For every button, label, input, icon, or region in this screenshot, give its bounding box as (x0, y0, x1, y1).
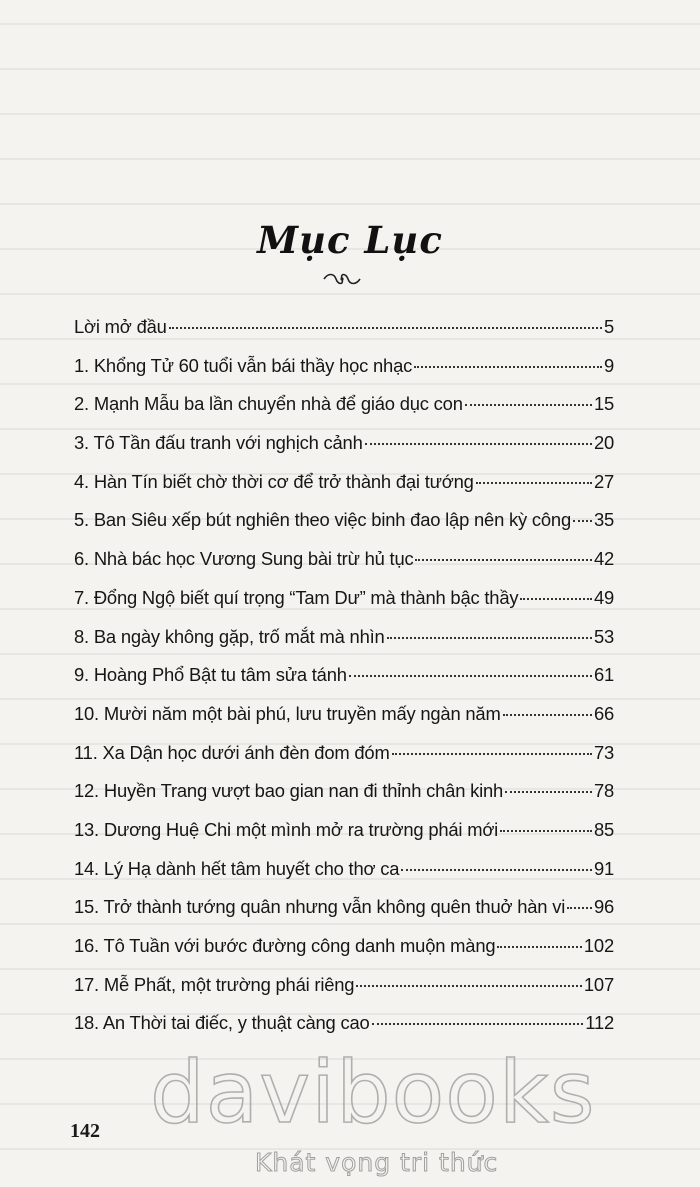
toc-entry-title: 3. Tô Tần đấu tranh với nghịch cảnh (74, 432, 363, 454)
dot-leader (573, 520, 592, 522)
toc-entry-title: 16. Tô Tuần với bước đường công danh muộn màng (74, 935, 496, 956)
toc-entry-page: 35 (593, 509, 614, 531)
dot-leader (567, 907, 592, 909)
toc-entry-title: 11. Xa Dận học dưới ánh đèn đom đóm (74, 741, 390, 763)
toc-entry-title: 12. Huyền Trang vượt bao gian nan đi thỉnh chân kinh (74, 780, 504, 802)
page-number: 142 (70, 1120, 100, 1142)
toc-entry-page: 20 (593, 432, 614, 454)
dot-leader (392, 753, 592, 755)
toc-entry (74, 858, 614, 897)
toc-entry-title: 6. Nhà bác học Vương Sung bài trừ hủ tục (74, 548, 414, 570)
toc-entry-title: 5. Ban Siêu xếp bút nghiên theo việc binh đao lập nên kỳ công (74, 509, 571, 531)
toc-entry-page: 5 (603, 316, 614, 337)
dot-leader (387, 637, 592, 639)
toc-entry (74, 780, 614, 819)
toc-entry (74, 935, 614, 974)
dot-leader (505, 791, 592, 793)
toc-entry (74, 703, 614, 742)
toc-entry-title: 13. Dương Huệ Chi một mình mở ra trường phái mới (74, 818, 499, 840)
toc-entry-title: 17. Mễ Phất, một trường phái riêng (74, 973, 355, 995)
toc-entry-page: 85 (593, 818, 614, 840)
watermark-slogan: Khát vọng tri thức (255, 1148, 499, 1177)
toc-entry-title: 14. Lý Hạ dành hết tâm huyết cho thơ ca (74, 857, 400, 879)
toc-entry-page: 27 (593, 470, 614, 492)
toc-entry-page: 15 (593, 393, 614, 415)
toc-entry-page: 78 (593, 780, 614, 802)
toc-entry-title: 2. Mạnh Mẫu ba lần chuyển nhà để giáo dục con (74, 393, 463, 415)
toc-entry (74, 819, 614, 858)
watermark-logo: davibooks (150, 1043, 596, 1143)
dot-leader (356, 985, 582, 987)
dot-leader (349, 675, 592, 677)
dot-leader (365, 443, 592, 445)
toc-entry-title: 4. Hàn Tín biết chờ thời cơ để trở thành đại tướng (74, 470, 474, 492)
toc-entry-page: 96 (593, 896, 614, 918)
dot-leader (372, 1023, 584, 1025)
toc-entry (74, 432, 614, 471)
toc-entry (74, 509, 614, 548)
toc-entry-page: 9 (603, 354, 614, 376)
page-title: Mục Lục (257, 218, 443, 262)
toc-entry-page: 112 (585, 1012, 614, 1034)
toc-entry (74, 974, 614, 1013)
toc-entry (74, 664, 614, 703)
toc-entry-page: 42 (593, 548, 614, 570)
dot-leader (415, 559, 591, 561)
toc-entry (74, 471, 614, 510)
toc-entry (74, 316, 614, 355)
toc-entry (74, 626, 614, 665)
toc-entry (74, 587, 614, 626)
dot-leader (503, 714, 592, 716)
toc-entry-page: 73 (593, 741, 614, 763)
ornament-divider-icon (322, 272, 362, 286)
toc-entry-page: 61 (593, 664, 614, 686)
dot-leader (414, 366, 602, 368)
toc-entry-page: 53 (593, 625, 614, 647)
toc-entry-title: 18. An Thời tai điếc, y thuật càng cao (74, 1012, 370, 1034)
toc-entry-title: Lời mở đầu (74, 316, 167, 337)
toc-entry-page: 102 (583, 935, 614, 956)
dot-leader (520, 598, 592, 600)
toc-entry (74, 896, 614, 935)
toc-entry (74, 393, 614, 432)
toc-entry-title: 8. Ba ngày không gặp, trố mắt mà nhìn (74, 625, 385, 647)
table-of-contents (74, 316, 614, 1051)
toc-entry (74, 742, 614, 781)
toc-entry-title: 1. Khổng Tử 60 tuổi vẫn bái thầy học nhạc (74, 354, 413, 376)
toc-entry-title: 7. Đổng Ngộ biết quí trọng “Tam Dư” mà thành bậc thầy (74, 586, 519, 608)
toc-entry-page: 107 (583, 973, 614, 995)
toc-entry (74, 355, 614, 394)
dot-leader (497, 946, 582, 948)
dot-leader (476, 482, 592, 484)
toc-entry (74, 548, 614, 587)
dot-leader (500, 830, 592, 832)
toc-entry-title: 15. Trở thành tướng quân nhưng vẫn không quên thuở hàn vi (74, 896, 566, 918)
toc-entry-title: 10. Mười năm một bài phú, lưu truyền mấy ngàn năm (74, 702, 501, 724)
dot-leader (401, 869, 592, 871)
toc-entry-title: 9. Hoàng Phổ Bật tu tâm sửa tánh (74, 664, 347, 686)
dot-leader (169, 327, 602, 329)
toc-entry-page: 91 (593, 857, 614, 879)
toc-entry-page: 66 (593, 702, 614, 724)
toc-entry-page: 49 (593, 586, 614, 608)
dot-leader (465, 404, 592, 406)
